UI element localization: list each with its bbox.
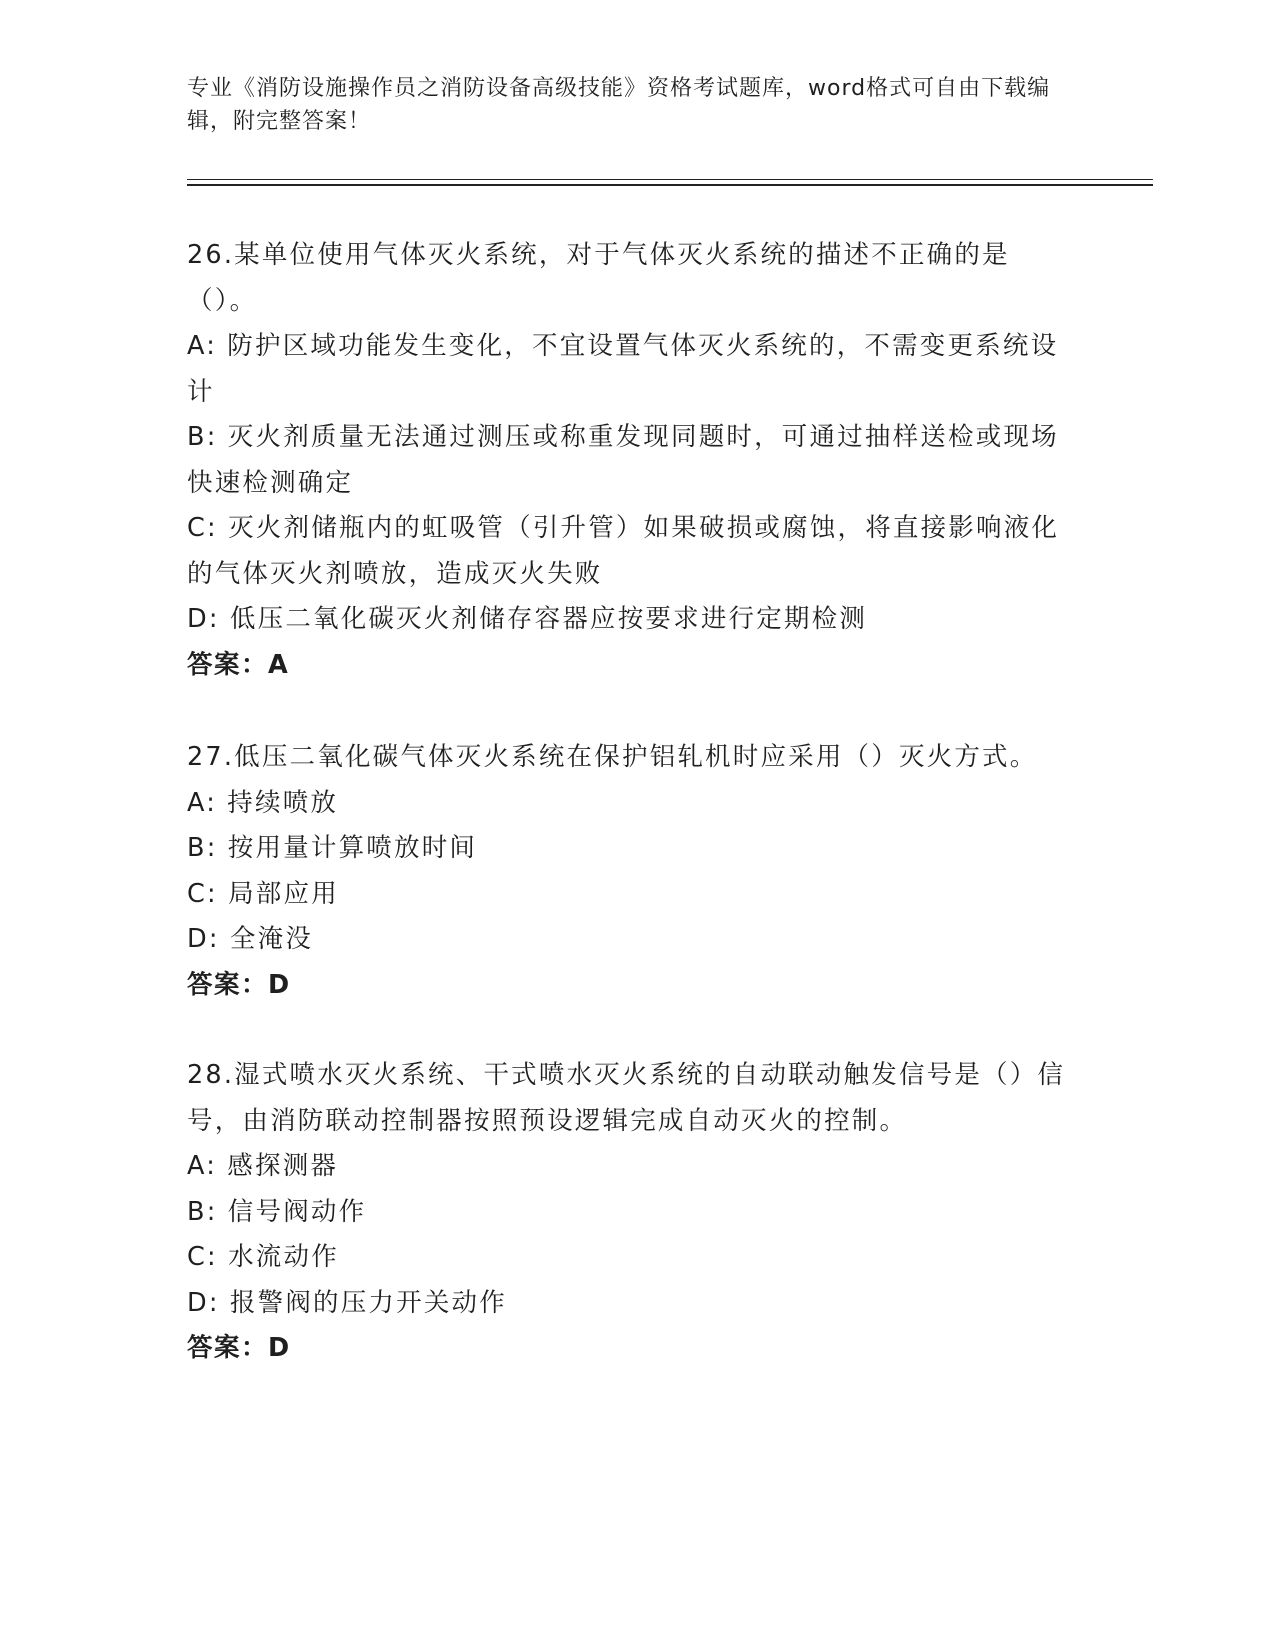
question-26 xyxy=(187,233,1067,688)
option-d: D: 低压二氧化碳灭火剂储存容器应按要求进行定期检测 xyxy=(187,604,868,634)
option-d: D: 报警阀的压力开关动作 xyxy=(187,1287,507,1318)
option-c: C: 灭火剂储瓶内的虹吸管（引升管）如果破损或腐蚀，将直接影响液化的气体灭火剂喷放，造成灭火失败 xyxy=(187,513,1060,589)
answer-label: 答案：A xyxy=(187,649,290,680)
option-a: A: 持续喷放 xyxy=(187,787,339,818)
option-a: A: 感探测器 xyxy=(187,1151,339,1181)
option-c: C: 水流动作 xyxy=(187,1242,339,1272)
option-b: B: 灭火剂质量无法通过测压或称重发现同题时，可通过抽样送检或现场快速检测确定 xyxy=(187,422,1059,498)
answer-label: 答案：D xyxy=(187,969,291,1000)
question-stem: 27.低压二氧化碳气体灭火系统在保护铝轧机时应采用（）灭火方式。 xyxy=(187,742,1038,772)
question-stem: 28.湿式喷水灭火系统、干式喷水灭火系统的自动联动触发信号是（）信号，由消防联动控制器按照预设逻辑完成自动灭火的控制。 xyxy=(187,1060,1066,1136)
option-c: C: 局部应用 xyxy=(187,878,339,909)
answer-label: 答案：D xyxy=(187,1333,291,1363)
option-b: B: 按用量计算喷放时间 xyxy=(187,833,478,863)
option-d: D: 全淹没 xyxy=(187,924,314,954)
question-28 xyxy=(187,1053,1067,1372)
question-27 xyxy=(187,735,1067,1008)
option-b: B: 信号阀动作 xyxy=(187,1196,367,1227)
question-stem: 26.某单位使用气体灭火系统，对于气体灭火系统的描述不正确的是（）。 xyxy=(187,240,1010,316)
header-divider-thick xyxy=(187,184,1153,186)
document-header: 专业《消防设施操作员之消防设备高级技能》资格考试题库，word格式可自由下载编辑，附完整答案！ xyxy=(187,76,1051,134)
header-divider-thin xyxy=(187,179,1153,180)
option-a: A: 防护区域功能发生变化，不宜设置气体灭火系统的，不需变更系统设计 xyxy=(187,331,1059,407)
